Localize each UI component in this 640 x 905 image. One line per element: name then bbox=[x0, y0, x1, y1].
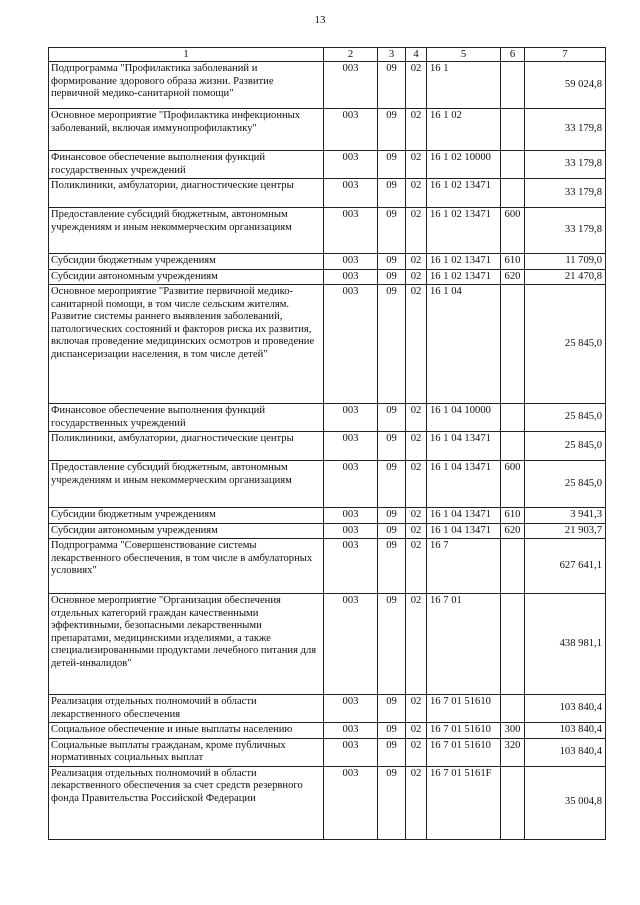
table-row bbox=[49, 738, 606, 766]
row-expense-type-cell bbox=[501, 404, 525, 432]
row-code-cell: 003 bbox=[324, 432, 378, 461]
table-row bbox=[49, 461, 606, 508]
budget-table bbox=[48, 47, 606, 840]
row-code-cell: 003 bbox=[324, 208, 378, 254]
row-expense-type-cell: 600 bbox=[501, 208, 525, 254]
row-amount-cell: 3 941,3 bbox=[525, 508, 606, 524]
row-target-code-cell: 16 1 02 13471 bbox=[427, 269, 501, 285]
row-name-cell: Финансовое обеспечение выполнения функций государственных учреждений bbox=[49, 151, 324, 179]
row-expense-type-cell bbox=[501, 151, 525, 179]
row-target-code-cell: 16 1 02 13471 bbox=[427, 254, 501, 270]
row-name-cell: Социальное обеспечение и иные выплаты населению bbox=[49, 723, 324, 739]
row-amount-cell: 33 179,8 bbox=[525, 179, 606, 208]
row-name-cell: Основное мероприятие "Профилактика инфекционных заболеваний, включая иммунопрофилактику" bbox=[49, 109, 324, 151]
row-target-code-cell: 16 7 01 bbox=[427, 594, 501, 695]
row-amount-cell: 103 840,4 bbox=[525, 695, 606, 723]
row-subsection-cell: 02 bbox=[406, 151, 427, 179]
row-subsection-cell: 02 bbox=[406, 179, 427, 208]
row-section-cell: 09 bbox=[378, 523, 406, 539]
row-subsection-cell: 02 bbox=[406, 766, 427, 839]
row-amount-cell: 103 840,4 bbox=[525, 723, 606, 739]
row-expense-type-cell: 620 bbox=[501, 523, 525, 539]
row-target-code-cell: 16 1 02 13471 bbox=[427, 208, 501, 254]
row-target-code-cell: 16 7 bbox=[427, 539, 501, 594]
row-target-code-cell: 16 1 04 13471 bbox=[427, 432, 501, 461]
table-row bbox=[49, 151, 606, 179]
table-header-row bbox=[49, 48, 606, 62]
row-subsection-cell: 02 bbox=[406, 269, 427, 285]
row-subsection-cell: 02 bbox=[406, 738, 427, 766]
row-expense-type-cell: 320 bbox=[501, 738, 525, 766]
row-target-code-cell: 16 1 04 10000 bbox=[427, 404, 501, 432]
row-target-code-cell: 16 1 02 bbox=[427, 109, 501, 151]
row-code-cell: 003 bbox=[324, 539, 378, 594]
row-target-code-cell: 16 1 bbox=[427, 62, 501, 109]
header-cell: 6 bbox=[501, 48, 525, 62]
row-subsection-cell: 02 bbox=[406, 109, 427, 151]
row-section-cell: 09 bbox=[378, 539, 406, 594]
row-subsection-cell: 02 bbox=[406, 254, 427, 270]
row-subsection-cell: 02 bbox=[406, 508, 427, 524]
row-expense-type-cell: 610 bbox=[501, 254, 525, 270]
row-section-cell: 09 bbox=[378, 208, 406, 254]
row-expense-type-cell bbox=[501, 766, 525, 839]
row-target-code-cell: 16 7 01 51610 bbox=[427, 738, 501, 766]
row-subsection-cell: 02 bbox=[406, 461, 427, 508]
row-subsection-cell: 02 bbox=[406, 208, 427, 254]
table-row bbox=[49, 179, 606, 208]
row-code-cell: 003 bbox=[324, 404, 378, 432]
row-section-cell: 09 bbox=[378, 723, 406, 739]
header-cell: 7 bbox=[525, 48, 606, 62]
row-amount-cell: 25 845,0 bbox=[525, 285, 606, 404]
row-target-code-cell: 16 1 04 13471 bbox=[427, 508, 501, 524]
row-amount-cell: 21 470,8 bbox=[525, 269, 606, 285]
row-target-code-cell: 16 1 04 bbox=[427, 285, 501, 404]
row-code-cell: 003 bbox=[324, 523, 378, 539]
row-section-cell: 09 bbox=[378, 285, 406, 404]
row-section-cell: 09 bbox=[378, 254, 406, 270]
row-code-cell: 003 bbox=[324, 269, 378, 285]
row-section-cell: 09 bbox=[378, 461, 406, 508]
row-name-cell: Подпрограмма "Совершенствование системы лекарственного обеспечения, в том числе в амбулаторных условиях" bbox=[49, 539, 324, 594]
table-row bbox=[49, 432, 606, 461]
row-section-cell: 09 bbox=[378, 62, 406, 109]
row-code-cell: 003 bbox=[324, 594, 378, 695]
row-name-cell: Поликлиники, амбулатории, диагностические центры bbox=[49, 179, 324, 208]
row-code-cell: 003 bbox=[324, 723, 378, 739]
row-target-code-cell: 16 1 02 13471 bbox=[427, 179, 501, 208]
table-row bbox=[49, 695, 606, 723]
row-code-cell: 003 bbox=[324, 508, 378, 524]
row-expense-type-cell bbox=[501, 62, 525, 109]
row-expense-type-cell bbox=[501, 539, 525, 594]
row-target-code-cell: 16 7 01 5161F bbox=[427, 766, 501, 839]
table-row bbox=[49, 539, 606, 594]
row-name-cell: Предоставление субсидий бюджетным, автономным учреждениям и иным некоммерческим организациям bbox=[49, 208, 324, 254]
row-code-cell: 003 bbox=[324, 695, 378, 723]
row-code-cell: 003 bbox=[324, 461, 378, 508]
header-cell: 1 bbox=[49, 48, 324, 62]
row-target-code-cell: 16 1 02 10000 bbox=[427, 151, 501, 179]
row-section-cell: 09 bbox=[378, 594, 406, 695]
table-row bbox=[49, 404, 606, 432]
row-code-cell: 003 bbox=[324, 179, 378, 208]
row-section-cell: 09 bbox=[378, 695, 406, 723]
row-target-code-cell: 16 7 01 51610 bbox=[427, 723, 501, 739]
row-name-cell: Субсидии бюджетным учреждениям bbox=[49, 508, 324, 524]
row-expense-type-cell bbox=[501, 695, 525, 723]
row-amount-cell: 438 981,1 bbox=[525, 594, 606, 695]
row-amount-cell: 33 179,8 bbox=[525, 109, 606, 151]
table-row bbox=[49, 723, 606, 739]
row-name-cell: Субсидии автономным учреждениям bbox=[49, 523, 324, 539]
row-section-cell: 09 bbox=[378, 179, 406, 208]
table-row bbox=[49, 594, 606, 695]
row-target-code-cell: 16 7 01 51610 bbox=[427, 695, 501, 723]
row-section-cell: 09 bbox=[378, 738, 406, 766]
row-section-cell: 09 bbox=[378, 404, 406, 432]
row-name-cell: Основное мероприятие "Организация обеспечения отдельных категорий граждан качественными эффективными, безопасными лекарственными препаратами, медицинскими изделиями, а также специализированными продуктами лечебного питания для детей-инвалидов" bbox=[49, 594, 324, 695]
table-row bbox=[49, 766, 606, 839]
row-target-code-cell: 16 1 04 13471 bbox=[427, 461, 501, 508]
row-subsection-cell: 02 bbox=[406, 523, 427, 539]
row-code-cell: 003 bbox=[324, 62, 378, 109]
row-subsection-cell: 02 bbox=[406, 723, 427, 739]
row-name-cell: Субсидии бюджетным учреждениям bbox=[49, 254, 324, 270]
row-section-cell: 09 bbox=[378, 151, 406, 179]
row-name-cell: Реализация отдельных полномочий в области лекарственного обеспечения bbox=[49, 695, 324, 723]
row-subsection-cell: 02 bbox=[406, 539, 427, 594]
row-subsection-cell: 02 bbox=[406, 404, 427, 432]
row-name-cell: Подпрограмма "Профилактика заболеваний и формирование здорового образа жизни. Развитие первичной медико-санитарной помощи" bbox=[49, 62, 324, 109]
row-section-cell: 09 bbox=[378, 269, 406, 285]
row-code-cell: 003 bbox=[324, 254, 378, 270]
table-row bbox=[49, 254, 606, 270]
row-section-cell: 09 bbox=[378, 109, 406, 151]
row-expense-type-cell bbox=[501, 109, 525, 151]
row-subsection-cell: 02 bbox=[406, 432, 427, 461]
row-expense-type-cell bbox=[501, 594, 525, 695]
row-subsection-cell: 02 bbox=[406, 285, 427, 404]
row-amount-cell: 11 709,0 bbox=[525, 254, 606, 270]
header-cell: 3 bbox=[378, 48, 406, 62]
row-expense-type-cell bbox=[501, 285, 525, 404]
row-code-cell: 003 bbox=[324, 151, 378, 179]
row-amount-cell: 25 845,0 bbox=[525, 461, 606, 508]
row-section-cell: 09 bbox=[378, 766, 406, 839]
row-code-cell: 003 bbox=[324, 109, 378, 151]
page-number: 13 bbox=[314, 14, 326, 26]
row-code-cell: 003 bbox=[324, 766, 378, 839]
table-row bbox=[49, 62, 606, 109]
row-amount-cell: 59 024,8 bbox=[525, 62, 606, 109]
row-expense-type-cell bbox=[501, 432, 525, 461]
row-name-cell: Социальные выплаты гражданам, кроме публичных нормативных социальных выплат bbox=[49, 738, 324, 766]
row-name-cell: Основное мероприятие "Развитие первичной медико-санитарной помощи, в том числе сельским жителям. Развитие системы раннего выявления заболеваний, патологических состояний и факторов риска их развития, включая проведение медицинских осмотров и проведение диспансеризации населения, в том числе детей" bbox=[49, 285, 324, 404]
row-expense-type-cell: 300 bbox=[501, 723, 525, 739]
row-subsection-cell: 02 bbox=[406, 695, 427, 723]
row-code-cell: 003 bbox=[324, 285, 378, 404]
row-expense-type-cell: 620 bbox=[501, 269, 525, 285]
table-row bbox=[49, 508, 606, 524]
row-amount-cell: 33 179,8 bbox=[525, 208, 606, 254]
row-target-code-cell: 16 1 04 13471 bbox=[427, 523, 501, 539]
table-row bbox=[49, 523, 606, 539]
header-cell: 5 bbox=[427, 48, 501, 62]
table-row bbox=[49, 109, 606, 151]
header-cell: 4 bbox=[406, 48, 427, 62]
row-subsection-cell: 02 bbox=[406, 594, 427, 695]
row-expense-type-cell bbox=[501, 179, 525, 208]
row-amount-cell: 21 903,7 bbox=[525, 523, 606, 539]
row-name-cell: Предоставление субсидий бюджетным, автономным учреждениям и иным некоммерческим организациям bbox=[49, 461, 324, 508]
row-code-cell: 003 bbox=[324, 738, 378, 766]
row-amount-cell: 627 641,1 bbox=[525, 539, 606, 594]
row-name-cell: Реализация отдельных полномочий в области лекарственного обеспечения за счет средств резервного фонда Правительства Российской Федерации bbox=[49, 766, 324, 839]
table-row bbox=[49, 285, 606, 404]
row-expense-type-cell: 600 bbox=[501, 461, 525, 508]
row-section-cell: 09 bbox=[378, 508, 406, 524]
row-name-cell: Финансовое обеспечение выполнения функций государственных учреждений bbox=[49, 404, 324, 432]
table-row bbox=[49, 269, 606, 285]
row-subsection-cell: 02 bbox=[406, 62, 427, 109]
row-amount-cell: 103 840,4 bbox=[525, 738, 606, 766]
row-amount-cell: 25 845,0 bbox=[525, 404, 606, 432]
row-name-cell: Субсидии автономным учреждениям bbox=[49, 269, 324, 285]
row-name-cell: Поликлиники, амбулатории, диагностические центры bbox=[49, 432, 324, 461]
row-section-cell: 09 bbox=[378, 432, 406, 461]
row-amount-cell: 25 845,0 bbox=[525, 432, 606, 461]
row-amount-cell: 33 179,8 bbox=[525, 151, 606, 179]
header-cell: 2 bbox=[324, 48, 378, 62]
row-expense-type-cell: 610 bbox=[501, 508, 525, 524]
table-row bbox=[49, 208, 606, 254]
row-amount-cell: 35 004,8 bbox=[525, 766, 606, 839]
